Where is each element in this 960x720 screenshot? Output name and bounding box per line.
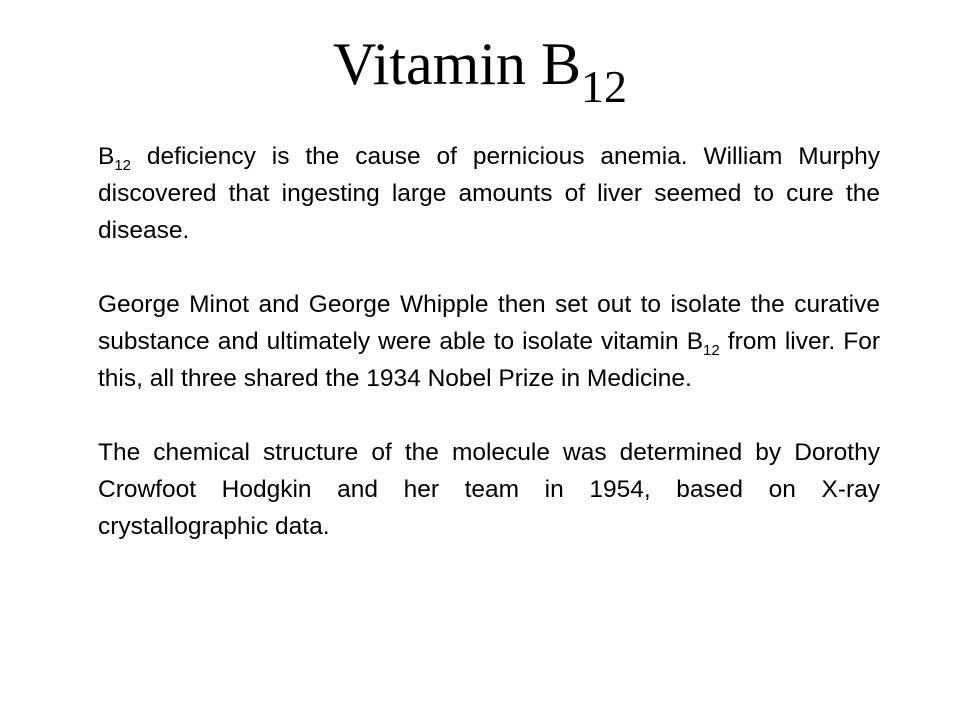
slide-title (0, 28, 960, 112)
paragraph-structure (98, 434, 880, 545)
isolation-subscript: 12 (703, 342, 720, 359)
isolation-text-before: George Minot and George Whipple then set out to isolate the curative substance and ultimately were able to isolate vitamin B (98, 291, 880, 355)
slide-body (98, 138, 880, 545)
structure-text: The chemical structure of the molecule was determined by Dorothy Crowfoot Hodgkin and her team in 1954, based on X-ray crystallographic data. (98, 439, 880, 540)
b12-prefix: B (98, 143, 115, 170)
title-text: Vitamin B (332, 31, 582, 97)
paragraph-deficiency (98, 138, 880, 249)
isolation-text-after: from liver. For this, all three shared the 1934 Nobel Prize in Medicine. (98, 328, 881, 392)
b12-prefix-subscript: 12 (114, 157, 132, 174)
deficiency-text: deficiency is the cause of pernicious anemia. William Murphy discovered that ingesting large amounts of liver seemed to cure the disease. (98, 143, 880, 244)
paragraph-isolation (98, 286, 880, 397)
title-subscript: 12 (581, 61, 628, 112)
